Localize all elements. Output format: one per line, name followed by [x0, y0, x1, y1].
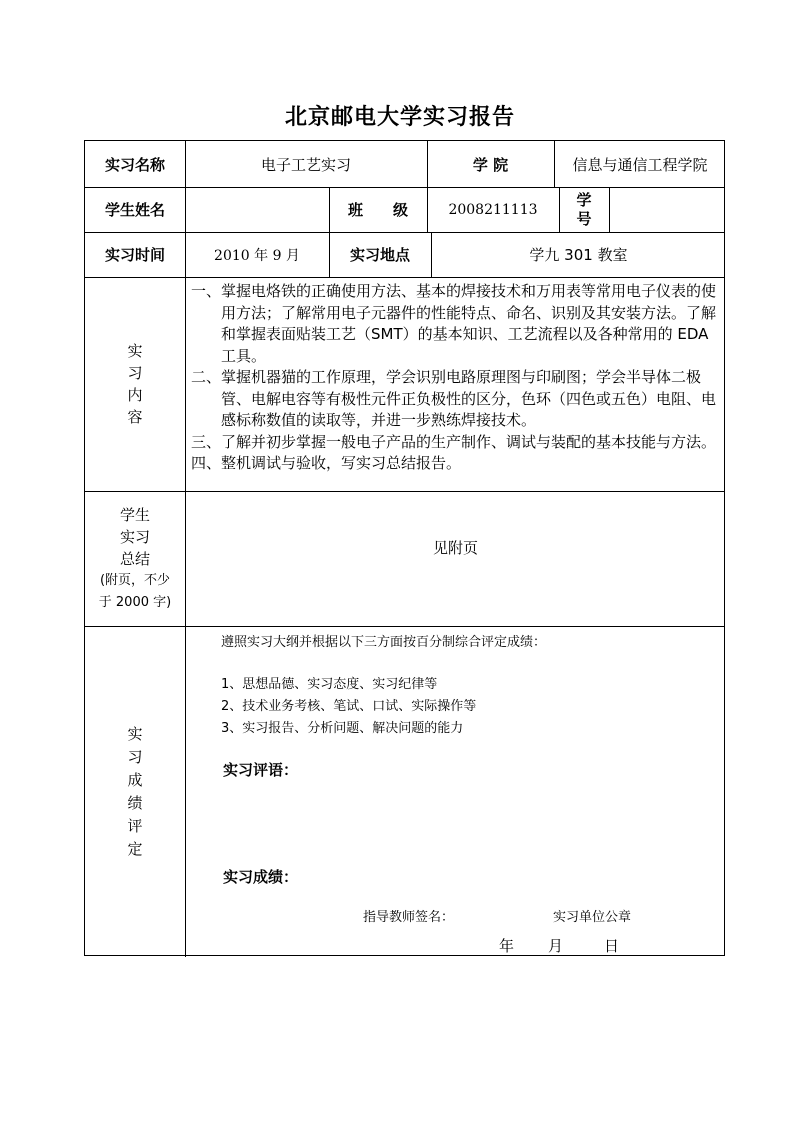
content-item: 二、掌握机器猫的工作原理，学会识别电路原理图与印刷图；学会半导体二极管、电解电容等有极性元件正负极性的区分，色环（四色或五色）电阻、电感标称数值的读取等，并进一步熟练焊接技术。 [191, 368, 717, 429]
internship-place-label: 实习地点 [349, 246, 410, 264]
summary-label [85, 491, 185, 626]
internship-time-value: 2010 年 9 月 [214, 247, 300, 264]
grading-label-char: 绩 [127, 793, 143, 812]
score-label: 实习成绩： [223, 868, 299, 886]
grading-label-char: 实 [127, 724, 143, 743]
date-month: 月 [548, 937, 564, 955]
class-value: 2008211113 [448, 201, 538, 218]
summary-label-line: 学生 [119, 505, 150, 524]
student-id-label-char: 号 [576, 209, 592, 228]
content-item: 一、掌握电烙铁的正确使用方法、基本的焊接技术和万用表等常用电子仪表的使用方法；了解常用电子元器件的性能特点、命名、识别及其安装方法。了解和掌握表面贴装工艺（SMT）的基本知识、工艺流程以及各种常用的 EDA 工具。 [191, 282, 717, 365]
internship-place-value: 学九 301 教室 [529, 246, 628, 264]
content-label-char: 习 [127, 364, 143, 382]
school-label: 学 院 [472, 155, 509, 174]
grading-label-char: 评 [127, 816, 143, 835]
student-name-value [185, 187, 329, 232]
summary-label-note: 于 2000 字) [98, 594, 172, 610]
content-item: 四、整机调试与验收，写实习总结报告。 [191, 454, 462, 472]
grading-label [85, 626, 185, 957]
date-day: 日 [604, 937, 620, 955]
student-id-label-char: 学 [576, 190, 592, 209]
content-list [191, 281, 721, 475]
grading-criterion: 1、思想品德、实习态度、实习纪律等 [221, 677, 438, 692]
comment-label: 实习评语： [223, 761, 299, 779]
student-id-label [559, 187, 609, 232]
grading-criterion: 2、技术业务考核、笔试、口试、实际操作等 [221, 699, 477, 714]
internship-time-label: 实习时间 [104, 246, 165, 264]
date-year: 年 [499, 937, 515, 955]
summary-label-note: (附页，不少 [99, 572, 171, 588]
school-value: 信息与通信工程学院 [572, 155, 708, 174]
report-table [84, 140, 725, 956]
grading-label-char: 习 [127, 747, 143, 766]
student-id-value [609, 187, 726, 232]
content-item: 三、了解并初步掌握一般电子产品的生产制作、调试与装配的基本技能与方法。 [191, 432, 717, 451]
grading-label-char: 成 [127, 770, 143, 789]
content-label [85, 277, 185, 491]
class-label: 班 级 [347, 201, 408, 219]
content-label-char: 内 [127, 386, 143, 404]
seal-label: 实习单位公章 [553, 910, 632, 925]
report-title: 北京邮电大学实习报告 [284, 105, 515, 130]
summary-label-line: 实习 [119, 527, 150, 546]
content-label-char: 容 [127, 408, 143, 426]
grading-criterion: 3、实习报告、分析问题、解决问题的能力 [221, 721, 464, 736]
summary-value: 见附页 [432, 538, 478, 557]
summary-label-line: 总结 [119, 549, 150, 568]
grading-label-char: 定 [127, 839, 143, 858]
student-name-label: 学生姓名 [104, 201, 165, 219]
internship-name-label: 实习名称 [104, 155, 165, 174]
teacher-sign-label: 指导教师签名： [363, 910, 455, 925]
internship-name-value: 电子工艺实习 [260, 155, 351, 174]
content-label-char: 实 [127, 342, 143, 360]
grading-intro: 遵照实习大纲并根据以下三方面按百分制综合评定成绩： [221, 635, 547, 650]
